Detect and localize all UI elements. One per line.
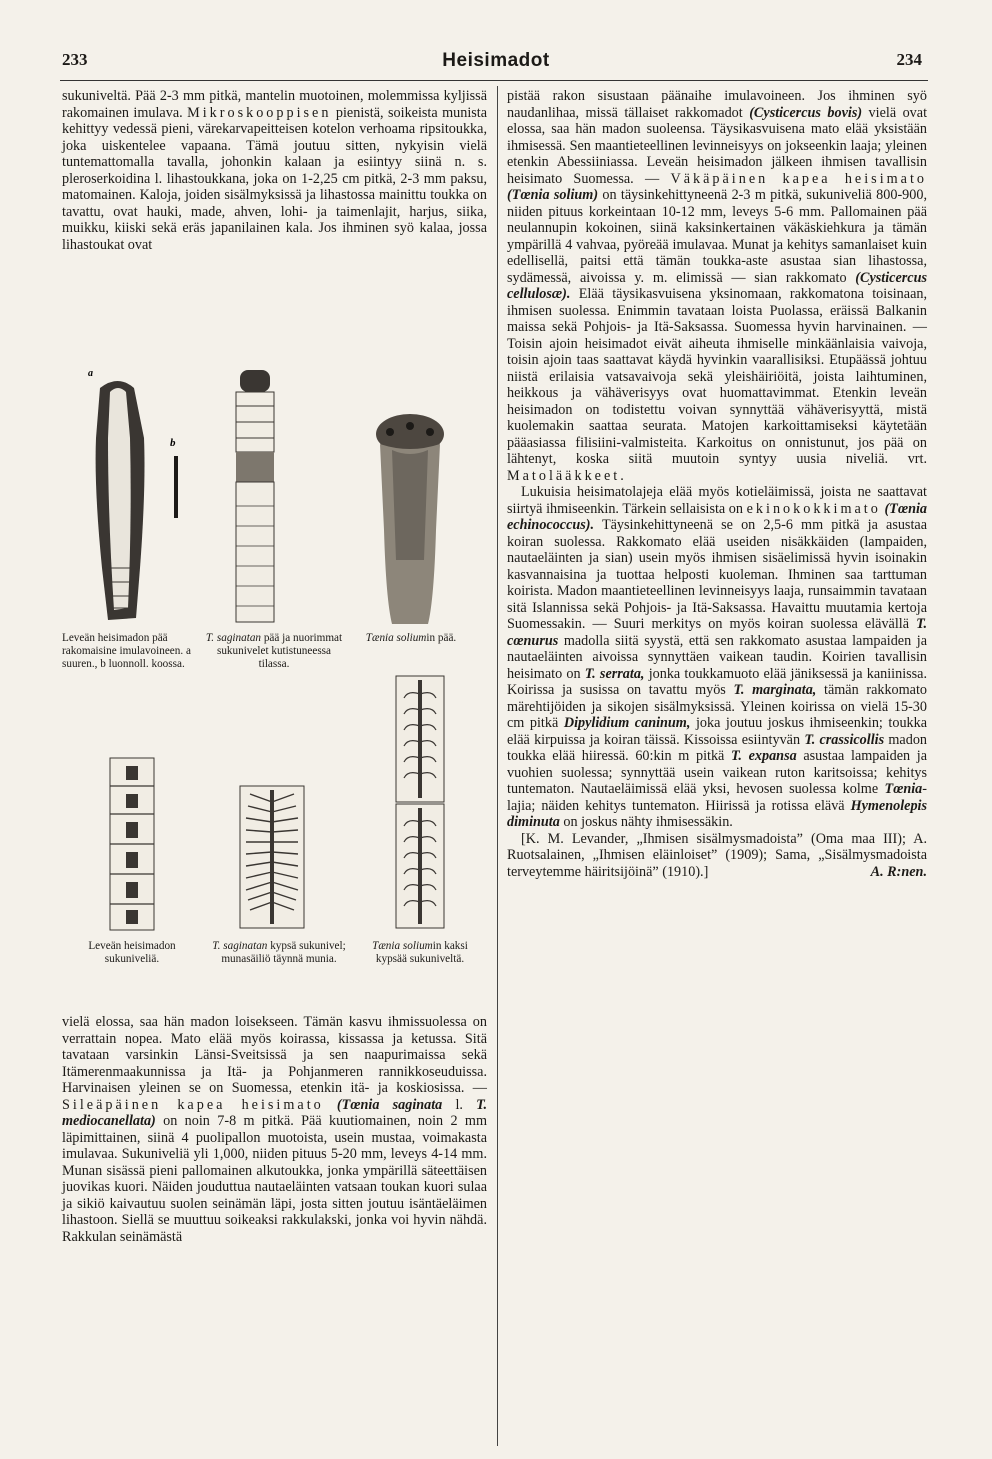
caption-saginata-head: T. saginatan pää ja nuorimmat sukunivelet kutistuneessa tilassa. — [205, 632, 343, 670]
caption-broad-tapeworm-segments: Leveän heisimadon sukuniveliä. — [88, 940, 176, 965]
page-header — [0, 50, 992, 76]
paragraph: Lukuisia heisimatolajeja elää myös kotieläimissä, joista ne saattavat siirtyä ihmiseenkin. Tärkein sellaisista on ekinokokkimato (Tœnia echinococcus). Täysinkehittyneenä se on 2,5-6 mm pitkä ja asustaa koiran suolessa. Rakkomato elää useiden nisäkkäiden (lampaiden, nautaeläinten ja sian) usein myös ihmisen sisäelimissä hyvin isoinakin kasvannaisina ja tuottaa helposti kuoleman. Ihminen saa tarttuman koirista. Madon maantieteellinen levinneisyys laaja, runsaimmin tavataan sitä Islannissa sekä Pohjois- ja Itä-Saksassa. Havaittu muutamia kertoja Suomessakin. — Suuri merkitys on myös koiran suolessa elävällä T. cœnurus madolla siitä syystä, että sen rakkomato asustaa lampaiden ja nautaeläinten aivoissa synnyttäen vaikean taudin. Koirien tavallisin heisimato on T. serrata, jonka toukkamuoto elää jäniksessä ja kaniinissa. Koirissa ja susissa on tavattu myös T. marginata, tämän rakkomato märehtijöiden ja sikojen sisälmyksissä. Yleinen koirissa on vielä 15-30 cm pitkä Dipylidium caninum, joka joutuu joskus ihmiseenkin; toukka elää kirpuissa ja koiran täissä. Kissoissa esiintyvän T. crassicollis madon toukka elää hiiressä. 60:kin m pitkä T. expansa asustaa lampaiden ja vuohien suolessa; synnyttää usein vaikean ruton karitsoissa; kehitys tuntematon. Nautaeläimissä elää yksi, hevosen suolessa kolme Tœnia-lajia; näiden kehitys tuntematon. Hiirissä ja rotissa elävä Hymenolepis diminuta on joskus nähty ihmisessäkin. — [507, 484, 928, 830]
paragraph: sukuniveltä. Pää 2-3 mm pitkä, mantelin muotoinen, molemmissa kyljissä rakomainen imulava. Mikroskooppisen pienistä, soikeista munista kehittyy vedessä pieni, värekarvapeitteisen kotelon verhoama ripsitoukka, joka uiskentelee vapaana. Tämä joutuu sitten, nykyisin vielä tuntemattomalla tavalla, johonkin kalaan ja esiintyy siinä n. s. pleroserkoidina l. lihastoukkana, joka on 1-2,25 cm pitkä, 2-3 mm paksu, matomainen. Kaloja, joiden sisälmyksissä ja lihastossa mainittu toukka on tavattu, ovat hauki, made, ahven, lohi- ja taimenlajit, harjus, siika, muikku, kiiski sekä eräs japanilainen kala. Jos ihminen syö kalaa, jossa lihastoukat ovat — [62, 88, 488, 253]
left-column-bottom — [62, 1014, 487, 1245]
figure-saginata-segment — [224, 782, 324, 932]
caption-broad-tapeworm-head: Leveän heisimadon pää rakomaisine imulavoineen. a suuren., b luonnoll. koossa. — [62, 632, 191, 670]
page-number-left: 233 — [62, 50, 88, 69]
references: [K. M. Levander, „Ihmisen sisälmysmadoista” (Oma maa III); A. Ruotsalainen, „Ihmisen eläinloiset” (1909); Sama, „Sisälmysmadoista terveytemme häiritsijöinä” (1910).] A. R:nen. — [507, 830, 927, 880]
caption-saginata-segment: T. saginatan kypsä sukunivel; munasäiliö täynnä munia. — [212, 940, 346, 965]
figure-label-a: a — [88, 368, 93, 379]
running-title: Heisimadot — [442, 50, 550, 71]
figure-broad-tapeworm-segments — [96, 756, 168, 932]
column-divider — [497, 86, 498, 1446]
left-column-top — [62, 88, 487, 253]
caption-solium-head: Tænia soliumin pää. — [365, 632, 457, 644]
figure-broad-tapeworm-head — [86, 368, 196, 630]
figure-label-b: b — [170, 437, 176, 449]
author-signature: A. R:nen. — [870, 863, 927, 880]
header-rule — [60, 80, 928, 81]
caption-solium-segments: Tænia soliumin kaksi kypsää sukuniveltä. — [372, 940, 468, 965]
figure-solium-segments — [380, 670, 460, 932]
figure-saginata-head — [226, 366, 306, 628]
page-number-right: 234 — [896, 50, 922, 69]
paragraph: pistää rakon sisustaan päänaihe imulavoineen. Jos ihminen syö naudanlihaa, missä tällaiset rakkomadot (Cysticercus bovis) vielä ovat elossa, saa hän madon suoleensa. Täysikasvuisena mato elää yksistään ihmisessä. Sen maantieteellinen levinneisyys on jokseenkin laaja; yleinen etenkin Abessiiniassa. Leveän heisimadon jälkeen ihmisen tavallisin heisimato Suomessa. — Väkäpäinen kapea heisimato (Tœnia solium) on täysinkehittyneenä 2-3 m pitkä, sukuniveliä 800-900, niiden pituus korkeintaan 10-12 mm, leveys 5-6 mm. Pallomainen pää neulannupin kokoinen, siinä kaksinkertainen väkäskiehkura ja tämän ympärillä 4 vahvaa, pyöreää imulavaa. Munat ja kehitys samanlaiset kuin edellisellä, paitsi että tämän toukka-aste asustaa sian lihastossa, sydämessä, aivoissa y. m. elimissä — sian rakkomato (Cysticercus cellulosæ). Elää täysikasvuisena yksinomaan, rakkomatona toisinaan, ihmisen suolessa. Enimmin tavataan loista Puolassa, eräissä Balkanin maissa sekä Pohjois- ja Itä-Saksassa. Suomessa hyvin harvinainen. — Toisin ajoin heisimadot eivät aiheuta ihmiselle minkäänlaisia vaivoja, toisin ajoin taas saattavat käydä hyvinkin vaarallisiksi. Etupäässä johtuu niistä erilaisia vatsavaivoja sekä yleishäiriöitä, joista laihtuminen, heikkous ja vähäverisyys ovat huomattavimmat. Etenkin leveän heisimadon on todistettu voivan synnyttää vähäverisyyttä, mistä kuolemakin saattaa seurata. Matojen karkoittamiseksi käytetään pääasiassa filisiini-valmisteita. Karkoitus on onnistunut, jos pää on lähtenyt, koska siitä muutoin syntyy uusia niveliä. vrt. Matolääkkeet. — [507, 88, 928, 484]
figure-solium-head — [358, 410, 468, 628]
right-column — [507, 88, 927, 880]
paragraph: vielä elossa, saa hän madon loisekseen. Tämän kasvu ihmissuolessa on verrattain nopea. Mato elää myös koirassa, kissassa ja ketussa. Sitä tavataan varsinkin Länsi-Sveitsissä ja sen naapurimaissa sekä Itämerenmaakunnissa ja Itä- ja Pohjanmeren rannikkoseuduissa. Harvinaisen yleinen se on Suomessa, etenkin itä- ja koskiosissa. — Sileäpäinen kapea heisimato (Tœnia saginata l. T. mediocanellata) on noin 7-8 m pitkä. Pää kuutiomainen, noin 2 mm läpimittainen, siinä 4 puolipallon muotoista, usein mustaa, voimakasta imulavaa. Sukuniveliä yli 1,000, niiden pituus 5-20 mm, leveys 4-14 mm. Munan sisässä pieni pallomainen alkutoukka, jonka ympärillä säteettäisen juovikas kuori. Näiden jouduttua nautaeläinten vatsaan toukan kuori sulaa ja sikiö kaivautuu suolen seinämän läpi, josta sitten joutuu isäntäeläimen lihastoon. Siellä se muuttuu soikeaksi rakkulakski, jonka voi hyvin nähdä. Rakkulan seinämästä — [62, 1014, 488, 1245]
